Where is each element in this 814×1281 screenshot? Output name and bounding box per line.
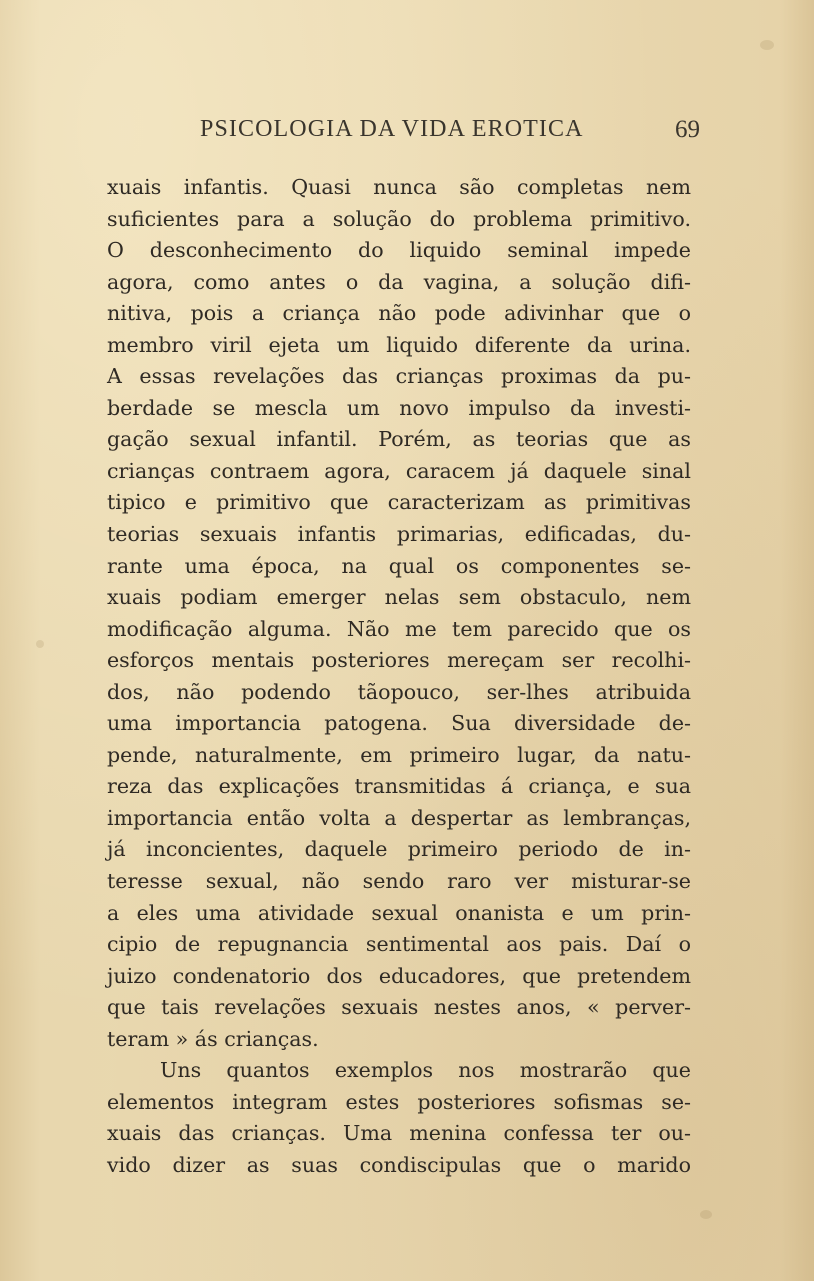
paper-stain	[760, 40, 774, 50]
text-line: uma importancia patogena. Sua diversidade de-	[107, 711, 691, 736]
text-line: que tais revelações sexuais nestes anos, « perver-	[107, 995, 691, 1020]
text-line: O desconhecimento do liquido seminal impede	[107, 238, 691, 263]
paragraph-end-line: teram » ás crianças.	[107, 1026, 319, 1051]
paper-stain	[700, 1210, 712, 1219]
text-line: agora, como antes o da vagina, a solução difi-	[107, 269, 691, 294]
text-line: berdade se mescla um novo impulso da investi-	[107, 395, 691, 420]
text-line: nitiva, pois a criança não pode adivinhar que o	[107, 301, 691, 326]
text-line: xuais infantis. Quasi nunca são completas nem	[107, 175, 691, 199]
running-title: PSICOLOGIA DA VIDA EROTICA	[200, 116, 584, 142]
text-line: xuais das crianças. Uma menina confessa ter ou-	[107, 1121, 691, 1146]
page-header	[200, 116, 700, 146]
text-line: modificação alguma. Não me tem parecido que os	[107, 616, 691, 641]
text-line: cipio de repugnancia sentimental aos pais. Daí o	[107, 932, 691, 957]
page-number: 69	[675, 116, 700, 143]
text-line: já inconcientes, daquele primeiro periodo de in-	[107, 837, 691, 862]
text-line: dos, não podendo tãopouco, ser-lhes atribuida	[107, 679, 691, 704]
body-text	[107, 172, 691, 1182]
text-line: vido dizer as suas condiscipulas que o marido	[107, 1152, 691, 1177]
text-line: importancia então volta a despertar as lembranças,	[107, 805, 691, 830]
text-line: pende, naturalmente, em primeiro lugar, da natu-	[107, 742, 691, 767]
text-line: teorias sexuais infantis primarias, edificadas, du-	[107, 522, 691, 547]
text-line: suficientes para a solução do problema primitivo.	[107, 206, 691, 231]
paper-stain	[36, 640, 44, 648]
text-line: a eles uma atividade sexual onanista e um prin-	[107, 900, 691, 925]
text-line: reza das explicações transmitidas á criança, e sua	[107, 774, 691, 799]
text-line: juizo condenatorio dos educadores, que pretendem	[107, 963, 691, 988]
paragraph-start-line: Uns quantos exemplos nos mostrarão que	[160, 1058, 691, 1083]
text-line: rante uma época, na qual os componentes se-	[107, 553, 691, 578]
text-line: crianças contraem agora, caracem já daquele sinal	[107, 458, 691, 483]
text-line: elementos integram estes posteriores sofismas se-	[107, 1089, 691, 1114]
text-line: membro viril ejeta um liquido diferente da urina.	[107, 332, 691, 357]
text-line: xuais podiam emerger nelas sem obstaculo, nem	[107, 585, 691, 610]
text-line: teresse sexual, não sendo raro ver misturar-se	[107, 869, 691, 894]
text-line: tipico e primitivo que caracterizam as primitivas	[107, 490, 691, 515]
text-line: esforços mentais posteriores mereçam ser recolhi-	[107, 648, 691, 673]
text-line: A essas revelações das crianças proximas da pu-	[107, 364, 691, 389]
text-line: gação sexual infantil. Porém, as teorias que as	[107, 427, 691, 452]
